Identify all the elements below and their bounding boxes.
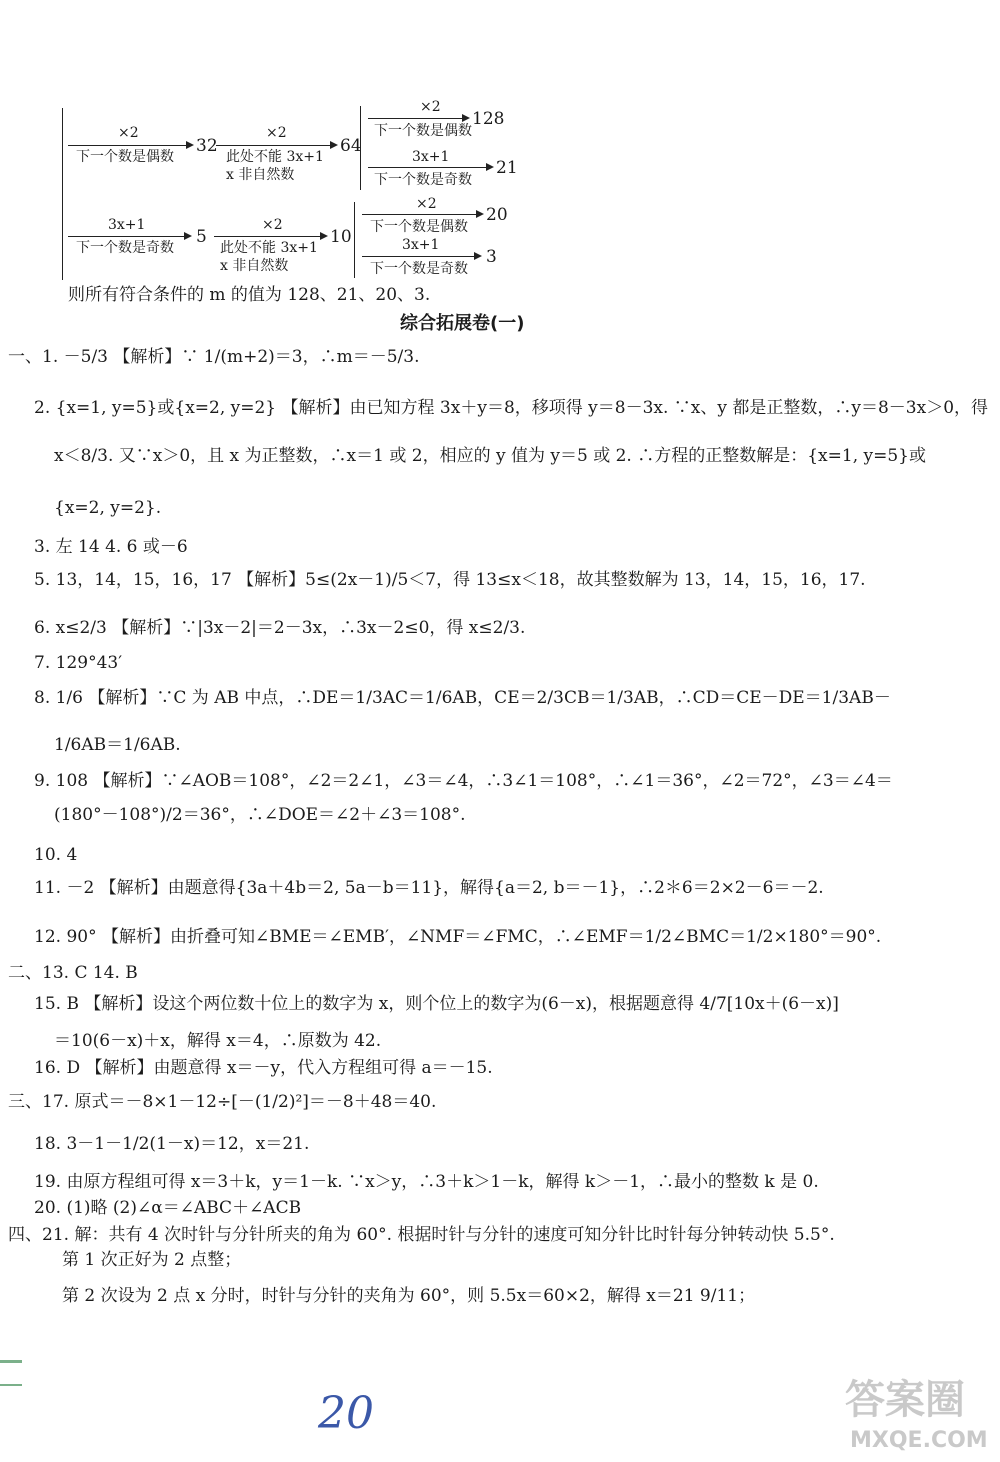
diagram-label: ×2 bbox=[262, 217, 283, 233]
answer-line: 一、1. －5/3 【解析】∵ 1/(m+2)＝3，∴m＝－5/3. bbox=[8, 347, 420, 367]
diagram-label: ×2 bbox=[416, 196, 437, 212]
answer-line: 16. D 【解析】由题意得 x＝－y，代入方程组可得 a＝－15. bbox=[34, 1058, 493, 1078]
answer-line: 11. －2 【解析】由题意得{3a＋4b＝2, 5a－b＝11}，解得{a＝2, b＝－1}，∴2＊6＝2×2－6＝－2. bbox=[34, 878, 824, 898]
answer-line: 15. B 【解析】设这个两位数十位上的数字为 x，则个位上的数字为(6－x)，根据题意得 4/7[10x＋(6－x)] bbox=[34, 994, 839, 1014]
diagram-number: 64 bbox=[340, 136, 362, 156]
diagram-label: 此处不能 3x+1 bbox=[220, 240, 318, 256]
answer-line: x＜8/3. 又∵x＞0，且 x 为正整数，∴x＝1 或 2，相应的 y 值为 y＝5 或 2. ∴方程的正整数解是：{x=1, y=5}或 bbox=[54, 446, 926, 466]
answer-line: (180°－108°)/2＝36°，∴∠DOE＝∠2＋∠3＝108°. bbox=[54, 805, 466, 825]
answer-line: 二、13. C 14. B bbox=[8, 963, 138, 983]
diagram-number: 3 bbox=[486, 247, 497, 267]
answer-line: 2. {x=1, y=5}或{x=2, y=2} 【解析】由已知方程 3x＋y＝8，移项得 y＝8－3x. ∵x、y 都是正整数，∴y＝8－3x＞0，得 bbox=[34, 398, 989, 418]
edge-mark bbox=[0, 1384, 22, 1386]
answer-line: 18. 3－1－1/2(1－x)＝12，x＝21. bbox=[34, 1134, 310, 1154]
diagram-label: ×2 bbox=[118, 125, 139, 141]
diagram-label: x 非自然数 bbox=[220, 258, 289, 274]
handwritten-page-number: 20 bbox=[318, 1388, 374, 1439]
diagram-label: ×2 bbox=[266, 125, 287, 141]
diagram-number: 21 bbox=[496, 158, 518, 178]
diagram-label: 3x+1 bbox=[412, 149, 450, 165]
answer-line: 5. 13，14，15，16，17 【解析】5≤(2x－1)/5＜7，得 13≤x＜18，故其整数解为 13，14，15，16，17. bbox=[34, 570, 866, 590]
answer-line: 3. 左 14 4. 6 或－6 bbox=[34, 537, 188, 557]
diagram-label: 3x+1 bbox=[108, 217, 146, 233]
answer-line: 9. 108 【解析】∵∠AOB＝108°，∠2＝2∠1，∠3＝∠4，∴3∠1＝108°，∴∠1＝36°，∠2＝72°，∠3＝∠4＝ bbox=[34, 771, 893, 791]
diagram-number: 5 bbox=[196, 227, 207, 247]
section-title: 综合拓展卷(一) bbox=[400, 313, 525, 334]
answer-line: 7. 129°43′ bbox=[34, 653, 123, 673]
answer-line: 第 1 次正好为 2 点整； bbox=[62, 1250, 242, 1270]
answer-line: {x=2, y=2}. bbox=[54, 498, 162, 518]
answer-line: 8. 1/6 【解析】∵C 为 AB 中点，∴DE＝1/3AC＝1/6AB，CE＝2/3CB＝1/3AB，∴CD＝CE－DE＝1/3AB－ bbox=[34, 688, 891, 708]
answer-line: 第 2 次设为 2 点 x 分时，时针与分针的夹角为 60°，则 5.5x＝60×2，解得 x＝21 9/11； bbox=[62, 1286, 756, 1306]
diagram-number: 20 bbox=[486, 205, 508, 225]
conclusion-text: 则所有符合条件的 m 的值为 128、21、20、3. bbox=[68, 285, 431, 305]
diagram-label: 下一个数是奇数 bbox=[76, 240, 174, 256]
diagram-label: 此处不能 3x+1 bbox=[226, 149, 324, 165]
answer-line: 10. 4 bbox=[34, 845, 78, 865]
answer-line: 12. 90° 【解析】由折叠可知∠BME＝∠EMB′，∠NMF＝∠FMC，∴∠EMF＝1/2∠BMC＝1/2×180°＝90°. bbox=[34, 927, 882, 947]
diagram-label: 下一个数是奇数 bbox=[374, 172, 472, 188]
diagram-label: x 非自然数 bbox=[226, 167, 295, 183]
diagram-label: ×2 bbox=[420, 99, 441, 115]
diagram-label: 下一个数是偶数 bbox=[374, 123, 472, 139]
answer-line: 20. (1)略 (2)∠α＝∠ABC＋∠ACB bbox=[34, 1198, 302, 1218]
answer-line: 6. x≤2/3 【解析】∵|3x－2|＝2－3x，∴3x－2≤0，得 x≤2/3. bbox=[34, 618, 526, 638]
answer-line: ＝10(6－x)＋x，解得 x＝4，∴原数为 42. bbox=[54, 1031, 382, 1051]
watermark-brand: 答案圈 bbox=[845, 1377, 965, 1423]
answer-line: 19. 由原方程组可得 x＝3＋k，y＝1－k. ∵x＞y，∴3＋k＞1－k，解得 k＞－1，∴最小的整数 k 是 0. bbox=[34, 1172, 819, 1192]
answer-line: 三、17. 原式＝－8×1－12÷[－(1/2)²]＝－8＋48＝40. bbox=[8, 1092, 437, 1112]
answer-line: 1/6AB＝1/6AB. bbox=[54, 735, 181, 755]
edge-mark bbox=[0, 1360, 22, 1363]
diagram-label: 3x+1 bbox=[402, 237, 440, 253]
diagram-number: 128 bbox=[472, 109, 505, 129]
answer-line: 四、21. 解：共有 4 次时针与分针所夹的角为 60°. 根据时针与分针的速度可知分针比时针每分钟转动快 5.5°. bbox=[8, 1225, 835, 1245]
diagram-number: 32 bbox=[196, 136, 218, 156]
watermark-url: MXQE.COM bbox=[850, 1428, 988, 1453]
diagram-number: 10 bbox=[330, 227, 352, 247]
diagram-label: 下一个数是偶数 bbox=[370, 219, 468, 235]
diagram-label: 下一个数是偶数 bbox=[76, 149, 174, 165]
diagram-label: 下一个数是奇数 bbox=[370, 261, 468, 277]
